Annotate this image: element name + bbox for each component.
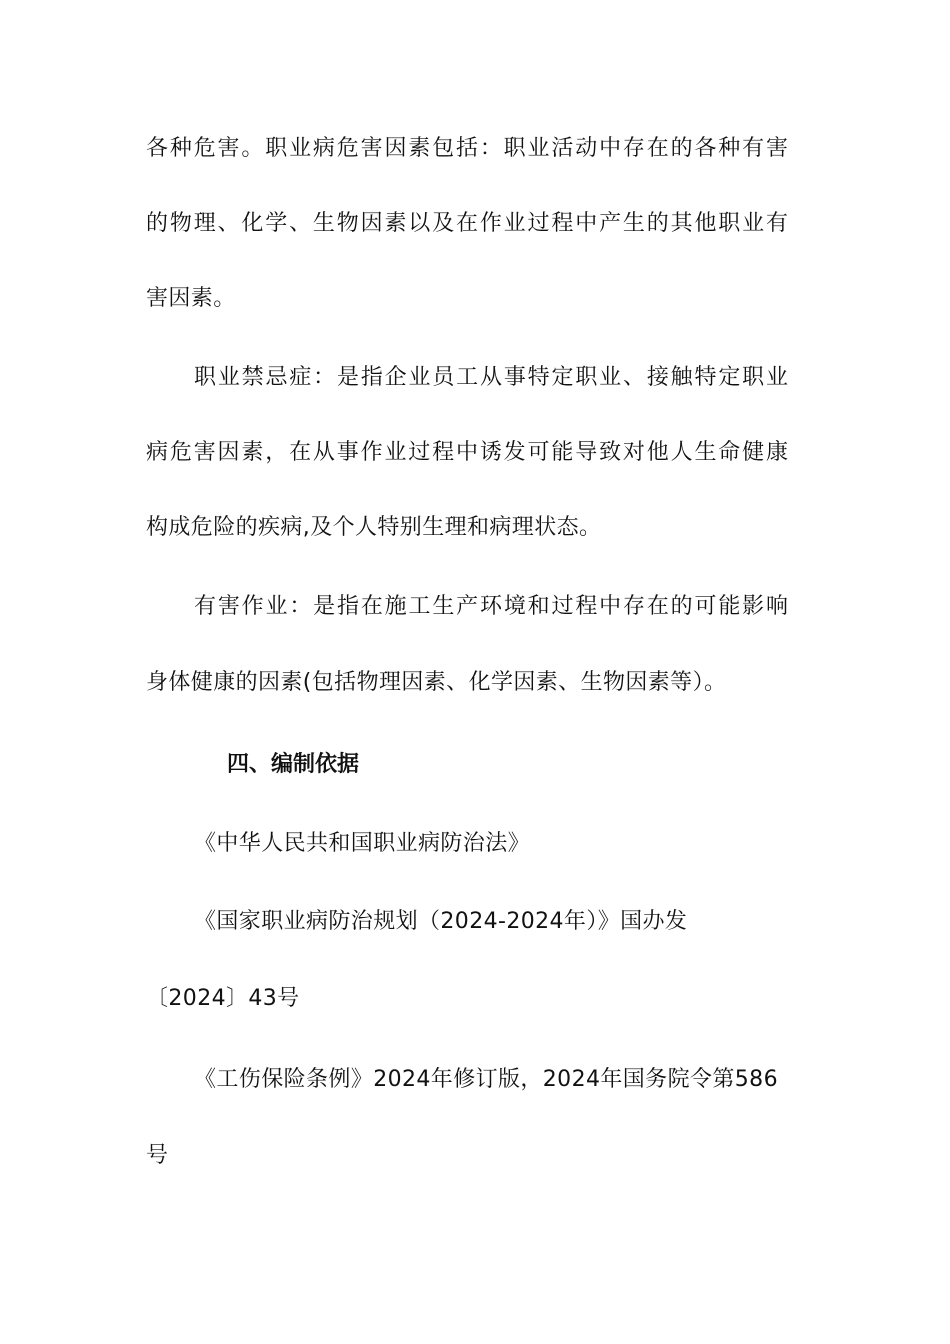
reference-line: 《中华人民共和国职业病防治法》 [194,831,531,856]
paragraph-line: 各种危害。职业病危害因素包括：职业活动中存在的各种有害 [146,136,788,161]
reference-line: 〔2024〕43号 [146,986,300,1011]
paragraph-line: 有害作业：是指在施工生产环境和过程中存在的可能影响 [194,594,788,619]
paragraph-line: 病危害因素，在从事作业过程中诱发可能导致对他人生命健康 [146,440,788,465]
paragraph-line: 害因素。 [146,286,236,311]
section-heading: 四、编制依据 [227,752,360,777]
paragraph-line: 职业禁忌症：是指企业员工从事特定职业、接触特定职业 [194,365,788,390]
paragraph-line: 身体健康的因素(包括物理因素、化学因素、生物因素等）。 [146,670,727,695]
reference-line: 号 [146,1143,169,1168]
reference-line: 《工伤保险条例》2024年修订版，2024年国务院令第586 [194,1067,778,1092]
paragraph-line: 的物理、化学、生物因素以及在作业过程中产生的其他职业有 [146,211,788,236]
paragraph-line: 构成危险的疾病,及个人特别生理和病理状态。 [146,515,602,540]
reference-line: 《国家职业病防治规划（2024-2024年）》国办发 [194,909,688,934]
